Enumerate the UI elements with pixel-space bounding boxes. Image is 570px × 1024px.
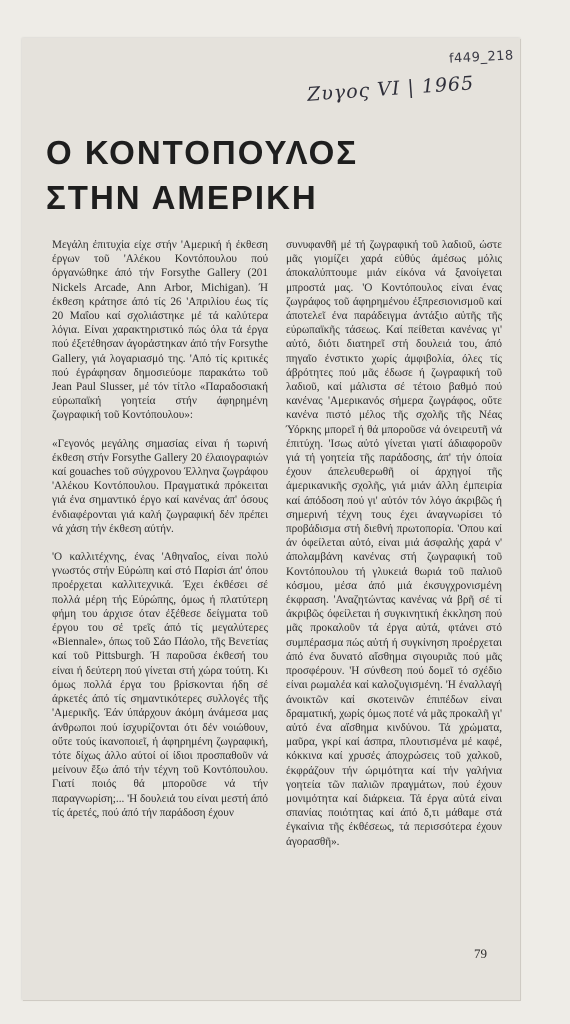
article-title (46, 130, 506, 220)
paragraph: 'Ο καλλιτέχνης, ένας 'Αθηναΐος, είναι πολύ γνωστός στήν Εύρώπη καί στό Παρίσι άπ' όπου προέρχεται καλλιτεχνικά. Έχει έκθέσει σέ πολλά μέρη τής Εύρώπης, όμως ή πλατύτερη φήμη του άρχισε όταν έξέθεσε δείγματα τοῦ έργου του σέ τρεῖς άπό τίς μεγαλύτερες «Biennale», όπως τοῦ Σάο Πάολο, τῆς Βενετίας καί τοῦ Pittsburgh. Ή παροῦσα έκθεσή του είναι ή δεύτερη πού γίνεται στή χώρα τούτη. Κι όμως πολλά έργα του βρίσκονται ήδη σέ άρκετές άπό τίς σημαντικότερες συλλογές τῆς 'Αμερικῆς. Έάν ύπάρχουν άκόμη άνάμεσα μας άνθρωποι πού ίσχυρίζονται ότι δέν νοιώθουν, οὔτε τούς ίκανοποιεῖ, ή άφηρημένη ζωγραφική, τότε δίχως άλλο αύτοί οί ίδιοι προσπαθοῦν νά μείνουν ἔξω άπό τήν τέχνη τοῦ Κοντόπουλου. Γιατί ποιός θά μποροῦσε νά τήν παραγνωρίση;... 'Η δουλειά του είναι μεστή άπό τίς άρετές, πού άπό τήν παράδοση έχουν (52, 551, 269, 819)
title-line-2: ΣΤΗΝ ΑΜΕΡΙΚΗ (46, 179, 318, 216)
title-line-1: Ο ΚΟΝΤΟΠΟΥΛΟΣ (46, 134, 359, 171)
right-column (286, 238, 502, 859)
paragraph: Μεγάλη έπιτυχία είχε στήν 'Αμερική ή έκθεση έργων τοῦ 'Αλέκου Κοντόπουλου πού όργανώθηκε άπό τήν Forsythe Gallery (201 Nickels Arcade, Ann Arbor, Michigan). Ή έκθεση κράτησε άπό τίς 26 'Απριλίου έως τίς 20 Μαΐου καί σχολιάστηκε μέ τά καλύτερα λόγια. Είναι χαρακτηριστικό πώς όλα τά έργα πού έξετέθησαν άγοράστηκαν άπό τήν Forsythe Gallery, γιά λογαριασμό της. 'Από τίς κριτικές πού έγράφησαν δημοσιεύομε παρακάτω τοῦ Jean Paul Slusser, μέ τόν τίτλο «Παραδοσιακή εύρωπαϊκή γοητεία στήν άφηρημένη ζωγραφική τοῦ Κοντόπουλου»: (52, 239, 268, 422)
page-number: 79 (474, 946, 487, 961)
handwritten-source-note: Ζυγος VI | 1965 (306, 72, 475, 106)
left-column (52, 238, 268, 830)
newspaper-clipping (22, 38, 520, 1000)
paragraph: «Γεγονός μεγάλης σημασίας είναι ή τωρινή έκθεση στήν Forsythe Gallery 20 έλαιογραφιών καί gouaches τοῦ σύγχρονου Έλληνα ζωγράφου 'Αλέκου Κοντόπουλου. Πραγματικά πρόκειται γιά ένα σημαντικό έργο καί κανένας άπ' όσους ένδιαφέρονται γιά καλή ζωγραφική δέν πρέπει νά χάση τήν έκθεση αύτήν. (52, 437, 268, 535)
paragraph: συνυφανθῆ μέ τή ζωγραφική τοῦ λαδιοῦ, ώστε μᾶς γιομίζει χαρά εὐθύς άμέσως μόλις άποκαλύπτουμε μιάν είκόνα νά ξανοίγεται μπροστά μας. 'Ο Κοντόπουλος είναι ένας ζωγράφος τοῦ άφηρημένου έξπρεσιονισμοῦ καί άποτελεῖ ένα παράδειγμα άντάξιο αὐτῆς τῆς εύρωπαϊκῆς τάσεως. Καί πείθεται κανένας γι' αὐτό, διότι διατηρεῖ στή δουλειά του, άπό πηγαῖο ένστικτο χωρίς άμφιβολία, όλες τίς άβρότητες πού μᾶς έδωσε ή ζωγραφική τοῦ λαδιοῦ, καί μάλιστα σέ τέτοιο βαθμό πού κανένας 'Αμερικανός σήμερα ζωγράφος, οὔτε κανένα πιστό μέλος τῆς σχολῆς τῆς Νέας Ύόρκης μπορεῖ ή θά μποροῦσε νά όνειρευτῆ νά έπιτύχη. 'Ισως αὐτό γίνεται γιατί άδιαφοροῦν γιά τή γοητεία τῆς παράδοσης, άπ' τήν όποία έχουν άπελευθερωθῆ οί άρχηγοί τῆς άμερικανικῆς σχολῆς, γιά μιάν άλλη έμπειρία καί άπόδοση πού γι' αὐτόν τόν λόγο άκριβῶς ή σημερινή τέχνη τους έχει άναγνωρίσει τό προβάδισμα στή διεθνή πρωτοπορία. 'Οπου καί άν όφείλεται αὐτό, είναι μιά άσφαλής χαρά ν' άπολαμβάνη κανένας στή ζωγραφική τοῦ Κοντόπουλου τή γλυκειά θωριά τοῦ παλιοῦ κόσμου, μέσα άπό μιά έκσυγχρονισμένη έκφραση. 'Αναζητώντας κανένας νά βρῆ σέ τί άκριβῶς όφείλεται ή συγκινητική έκκληση πού μᾶς προκαλοῦν τά έργα αὐτά, φτάνει στό συμπέρασμα πώς αὐτή ή συγκίνηση προέρχεται άπό ένα δυνατό αἴσθημα σιγουριᾶς πού μᾶς προσφέρουν. 'Η σύνθεση πού δομεῖ τό σχέδιο είναι ρωμαλέα καί καλοζυγισμένη. 'Η έναλλαγή άνοικτῶν καί σκοτεινῶν έπιπέδων είναι δραματική, χωρίς όμως ποτέ νά μᾶς προκαλῆ γι' αὐτό ένα αἴσθημα κινδύνου. Τά χρώματα, μαῦρα, γκρί καί άσπρα, πλουτισμένα μέ καφέ, κόκκινα καί χρυσές άποχρώσεις τοῦ χαλκοῦ, έκφράζουν τήν ώριμότητα καί τήν γαλήνια γοητεία τῶν παλιῶν πραγμάτων, πού έχουν μονιμότητα καί διάρκεια. Τά έργα αὐτά είναι σπανίας ποιότητας καί άπό δ,τι μάθαμε στά έγκαίνια τῆς έκθέσεως, τά περισσότερα έχουν άγορασθῆ». (286, 239, 502, 848)
reference-number: f449_218 (448, 48, 515, 67)
